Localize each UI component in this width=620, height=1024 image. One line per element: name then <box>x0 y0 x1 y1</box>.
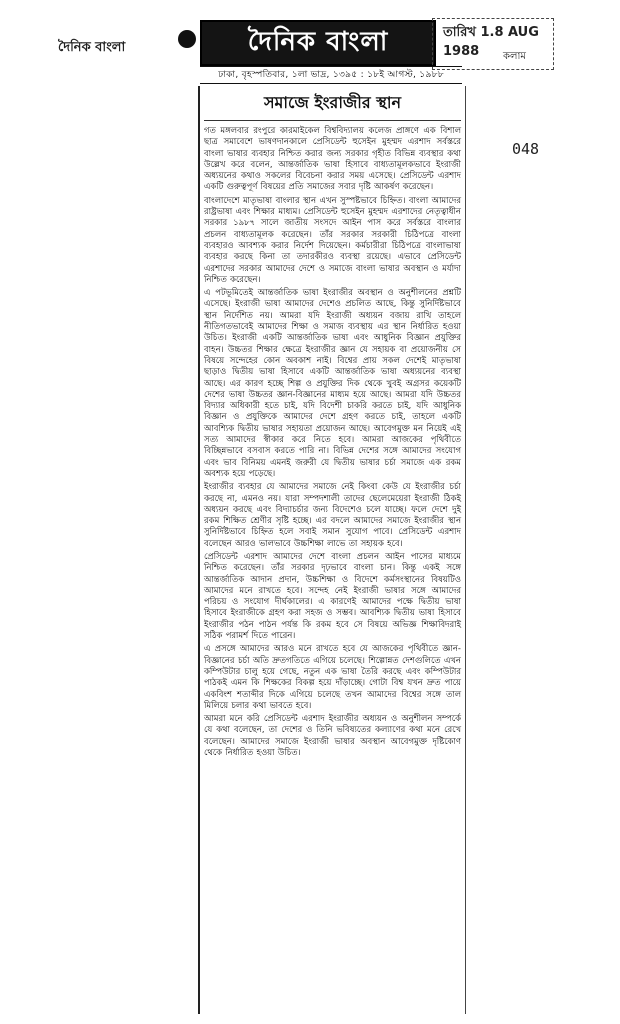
punch-hole-mark <box>178 30 196 48</box>
article-paragraph: এ প্রসঙ্গে আমাদের আরও মনে রাখতে হবে যে আজকের পৃথিবীতে জ্ঞান-বিজ্ঞানের চর্চা অতি দ্রুতগতিতে এগিয়ে চলেছে। শিল্পোন্নত দেশগুলিতে এখন কম্পিউটার চালু হয়ে গেছে, নতুন এক ভাষা তৈরি করছে এবং কম্পিউটার পাঠকই এমন কি শিক্ষকের বিকল্প হয়ে দাঁড়াচ্ছে। গোটা বিশ্ব যখন দ্রুত পায়ে একবিংশ শতাব্দীর দিকে এগিয়ে চলেছে তখন আমাদের বিশ্বের সঙ্গে তাল মিলিয়ে চলার কথা ভাবতে হবে। <box>204 643 461 710</box>
article-paragraph: বাংলাদেশে মাতৃভাষা বাংলার স্থান এখন সুস্পষ্টভাবে চিহ্নিত। বাংলা আমাদের রাষ্ট্রভাষা এবং শিক্ষার মাধ্যম। প্রেসিডেন্ট হুসেইন মুহম্মদ এরশাদের নেতৃত্বাধীন সরকার ১৯৮৭ সালে জাতীয় সংসদে আইন পাস করে সর্বস্তরে বাংলার প্রচলন বাধ্যতামূলক করেছেন। তাঁর সরকার সরকারী চিঠিপত্রে বাংলা ব্যবহারও আবশ্যক করার নির্দেশ দিয়েছেন। কর্মচারীরা চিঠিপত্রে বাংলাভাষা ব্যবহার করছে কিনা তা তদারকীরও ব্যবস্থা রয়েছে। এভাবে প্রেসিডেন্ট এরশাদের সরকার আমাদের দেশে ও সমাজে বাংলা ভাষার অবস্থান ও মর্যাদা নিশ্চিত করেছেন। <box>204 194 461 284</box>
clipping-source-label: দৈনিক বাংলা <box>58 40 126 55</box>
newspaper-dateline: ঢাকা, বৃহস্পতিবার, ১লা ভাদ্র, ১৩৯৫ : ১৮ই আগস্ট, ১৯৮৮ <box>200 66 462 84</box>
page-number: 048 <box>512 140 540 158</box>
stamp-column-label: কলাম <box>503 51 526 62</box>
archive-date-stamp <box>432 18 554 70</box>
newspaper-masthead: দৈনিক বাংলা <box>200 20 436 66</box>
editorial-article <box>198 86 466 1014</box>
article-paragraph: ইংরাজীর ব্যবহার যে আমাদের সমাজে নেই কিংবা কেউ যে ইংরাজীর চর্চা করছে না, এমনও নয়। যারা সম্পদশালী তাদের ছেলেমেয়েরা ইংরাজী ঠিকই অধ্যয়ন করছে এবং বিদ্যাচর্চার জন্য বিদেশেও চলে যাচ্ছে। ফলে দেশে দুই রকম শিক্ষিত শ্রেণীর সৃষ্টি হচ্ছে। এর বদলে আমাদের সমাজে ইংরাজীর স্থান সুনির্দিষ্টভাবে চিহ্নিত হলে সবাই সমান সুযোগ পাবে। প্রেসিডেন্ট এরশাদ বলেছেন আরও ভালভাবে উচ্চশিক্ষা লাভে তা সহায়ক হবে। <box>204 481 461 548</box>
article-headline: সমাজে ইংরাজীর স্থান <box>204 90 461 121</box>
article-paragraph: প্রেসিডেন্ট এরশাদ আমাদের দেশে বাংলা প্রচলন আইন পাসের মাধ্যমে নিশ্চিত করেছেন। তাঁর সরকার দৃঢ়ভাবে বাংলা চান। কিন্তু একই সঙ্গে আন্তর্জাতিক আদান প্রদান, উচ্চশিক্ষা ও বিদেশে কর্মসংস্থানের বিষয়টিও আমাদের মনে রাখতে হবে। সন্দেহ নেই ইংরাজী ভাষার সঙ্গে আমাদের পরিচয় ও সংযোগ দীর্ঘকালের। এ কারণেই আমাদের পক্ষে দ্বিতীয় ভাষা হিসাবে ইংরাজীকে গ্রহণ করা সহজ ও সম্ভব। আবশ্যিক দ্বিতীয় ভাষা হিসাবে ইংরাজীর পঠন পাঠন পর্যন্ত কি রকম হবে সে বিষয়ে অভিজ্ঞ শিক্ষাবিদরাই সঠিক পরামর্শ দিতে পারেন। <box>204 550 461 641</box>
article-body <box>204 125 461 758</box>
article-paragraph: আমরা মনে করি প্রেসিডেন্ট এরশাদ ইংরাজীর অধ্যয়ন ও অনুশীলন সম্পর্কে যে কথা বলেছেন, তা দেশের ও তিনি ভবিষ্যতের কল্যাণের কথা মনে রেখে বলেছেন। আমাদের সমাজে ইংরাজী ভাষার অবস্থান আবেগমুক্ত দৃষ্টিকোণ থেকে নির্ধারিত হওয়া উচিত। <box>204 713 461 758</box>
stamp-date: তারিখ 1.8 AUG 1988 <box>443 25 539 59</box>
article-paragraph: গত মঙ্গলবার রংপুরে কারমাইকেল বিশ্ববিদ্যালয় কলেজ প্রাঙ্গণে এক বিশাল ছাত্র সমাবেশে ভাষণদানকালে প্রেসিডেন্ট হুসেইন মুহম্মদ এরশাদ সর্বস্তরে বাংলা ভাষার ব্যবহার নিশ্চিত করার জন্য সরকার গৃহীত বিভিন্ন ব্যবস্থার কথা উল্লেখ করে বলেন, আন্তর্জাতিক ভাষা হিসাবে বাধ্যতামূলকভাবে ইংরাজী অধ্যয়নের কথাও সকলের বিবেচনা করার সময় এসেছে। প্রেসিডেন্ট এরশাদ একটি গুরুত্বপূর্ণ বিষয়ের প্রতি সমাজের সবার দৃষ্টি আকর্ষণ করেছেন। <box>204 125 461 192</box>
article-paragraph: এ পটভূমিতেই আন্তর্জাতিক ভাষা ইংরাজীর অবস্থান ও অনুশীলনের প্রশ্নটি এসেছে। ইংরাজী ভাষা আমাদের দেশেও প্রচলিত আছে, কিন্তু সুনির্দিষ্টভাবে স্থান নির্দেশিত নয়। আমরা যদি ইংরাজী অধ্যয়ন বজায় রাখি তাহলে নীতিগতভাবেই আমাদের শিক্ষা ও সমাজ ব্যবস্থায় এর স্থান নির্ধারিত হওয়া উচিত। ইংরাজী একটি আন্তর্জাতিক ভাষা এবং আধুনিক বিজ্ঞান প্রযুক্তির বাহন। উচ্চতর শিক্ষার ক্ষেত্রে ইংরাজীর জ্ঞান যে সহায়ক বা প্রয়োজনীয় সে বিষয়ে সন্দেহের কোন অবকাশ নাই। বিশ্বের প্রায় সকল দেশেই মাতৃভাষা ছাড়াও দ্বিতীয় ভাষা হিসাবে একটি আন্তর্জাতিক ভাষা অধ্যয়নের ব্যবস্থা আছে। এর কারণ হচ্ছে শিল্প ও প্রযুক্তির দিক থেকে খুবই অগ্রসর কয়েকটি দেশের ভাষা উচ্চতর জ্ঞান-বিজ্ঞানের মাধ্যম হয়ে আছে। আমরা যদি উচ্চতর বিদ্যার অধিকারী হতে চাই, যদি বিদেশী চাকরি করতে চাই, যদি আধুনিক বিজ্ঞান ও প্রযুক্তিকে আমাদের দেশে গ্রহণ করতে চাই, তাহলে একটি আবশ্যিক দ্বিতীয় ভাষার সহায়তা প্রয়োজন আছে। আবেগমুক্ত মন নিয়েই এই সত্য আমাদের স্বীকার করে নিতে হবে। আমরা আজকের পৃথিবীতে বিচ্ছিন্নভাবে বসবাস করতে পারি না। বিভিন্ন দেশের সঙ্গে আমাদের সংযোগ এবং ভাব বিনিময় এমনই জরুরী যে দ্বিতীয় ভাষার চর্চা সমাজে এক রকম অবশ্যক হয়ে পড়েছে। <box>204 287 461 478</box>
